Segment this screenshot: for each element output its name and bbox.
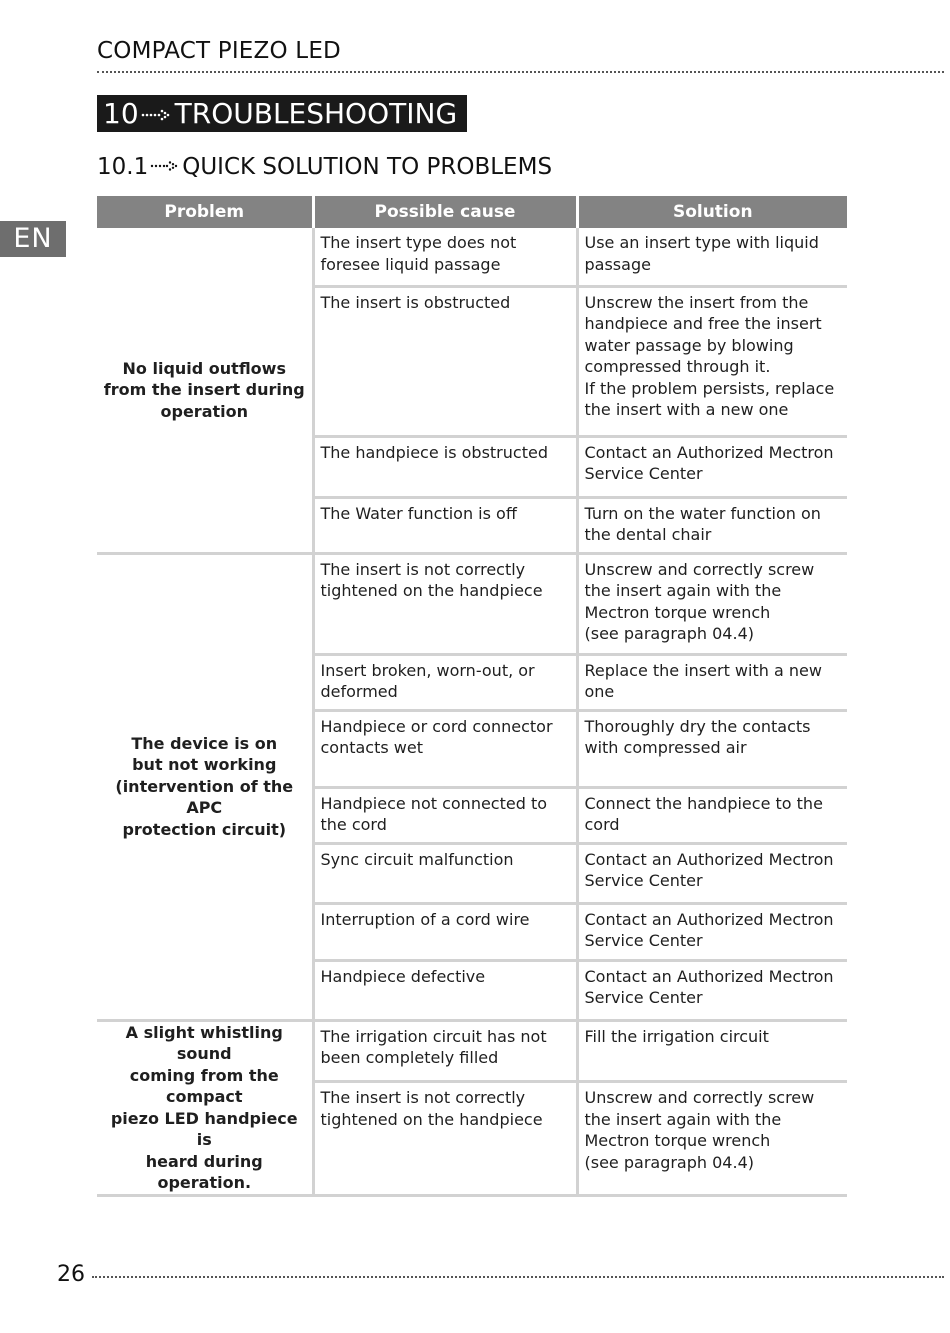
document-title: COMPACT PIEZO LED [97,38,341,64]
table-header-row [97,196,847,228]
cause-cell: Handpiece defective [313,960,577,1020]
problem-cell: No liquid outflows from the insert during operation [97,228,313,553]
problem-cell: A slight whistling sound coming from the compact piezo LED handpiece is heard during operation. [97,1020,313,1195]
section-number: 10 [103,97,139,130]
section-heading [97,95,467,132]
cause-cell: The insert is not correctly tightened on the handpiece [313,553,577,654]
table-row [97,553,847,654]
header-possible-cause: Possible cause [313,196,577,228]
header-dotted-rule [97,71,944,73]
page-number: 26 [57,1262,85,1287]
header-solution: Solution [577,196,847,228]
table-row [97,1020,847,1082]
solution-cell: Fill the irrigation circuit [577,1020,847,1082]
cause-cell: Handpiece not connected to the cord [313,787,577,843]
solution-cell: Unscrew and correctly screw the insert again with the Mectron torque wrench (see paragraph 04.4) [577,553,847,654]
dotted-arrow-icon [150,150,178,182]
subsection-number: 10.1 [97,154,149,180]
cause-cell: The insert is obstructed [313,286,577,436]
subsection-heading [97,151,552,184]
dotted-arrow-icon [141,95,171,132]
language-tab: EN [0,221,66,257]
footer-dotted-rule [92,1276,944,1278]
cause-cell: The irrigation circuit has not been completely filled [313,1020,577,1082]
solution-cell: Contact an Authorized Mectron Service Center [577,843,847,903]
solution-cell: Thoroughly dry the contacts with compressed air [577,710,847,787]
solution-cell: Contact an Authorized Mectron Service Center [577,436,847,497]
header-problem: Problem [97,196,313,228]
subsection-title: QUICK SOLUTION TO PROBLEMS [182,154,553,180]
solution-cell: Use an insert type with liquid passage [577,228,847,286]
solution-cell: Unscrew and correctly screw the insert again with the Mectron torque wrench (see paragraph 04.4) [577,1082,847,1195]
cause-cell: Sync circuit malfunction [313,843,577,903]
solution-cell: Contact an Authorized Mectron Service Center [577,903,847,960]
cause-cell: The insert is not correctly tightened on the handpiece [313,1082,577,1195]
cause-cell: The Water function is off [313,497,577,553]
cause-cell: The handpiece is obstructed [313,436,577,497]
cause-cell: Handpiece or cord connector contacts wet [313,710,577,787]
cause-cell: Insert broken, worn-out, or deformed [313,654,577,710]
solution-cell: Connect the handpiece to the cord [577,787,847,843]
troubleshooting-table [97,196,847,1197]
cause-cell: The insert type does not foresee liquid passage [313,228,577,286]
cause-cell: Interruption of a cord wire [313,903,577,960]
solution-cell: Replace the insert with a new one [577,654,847,710]
section-title: TROUBLESHOOTING [174,97,458,130]
solution-cell: Contact an Authorized Mectron Service Center [577,960,847,1020]
solution-cell: Turn on the water function on the dental chair [577,497,847,553]
problem-cell: The device is on but not working (intervention of the APC protection circuit) [97,553,313,1020]
solution-cell: Unscrew the insert from the handpiece and free the insert water passage by blowing compressed through it. If the problem persists, replace the insert with a new one [577,286,847,436]
table-row [97,228,847,286]
